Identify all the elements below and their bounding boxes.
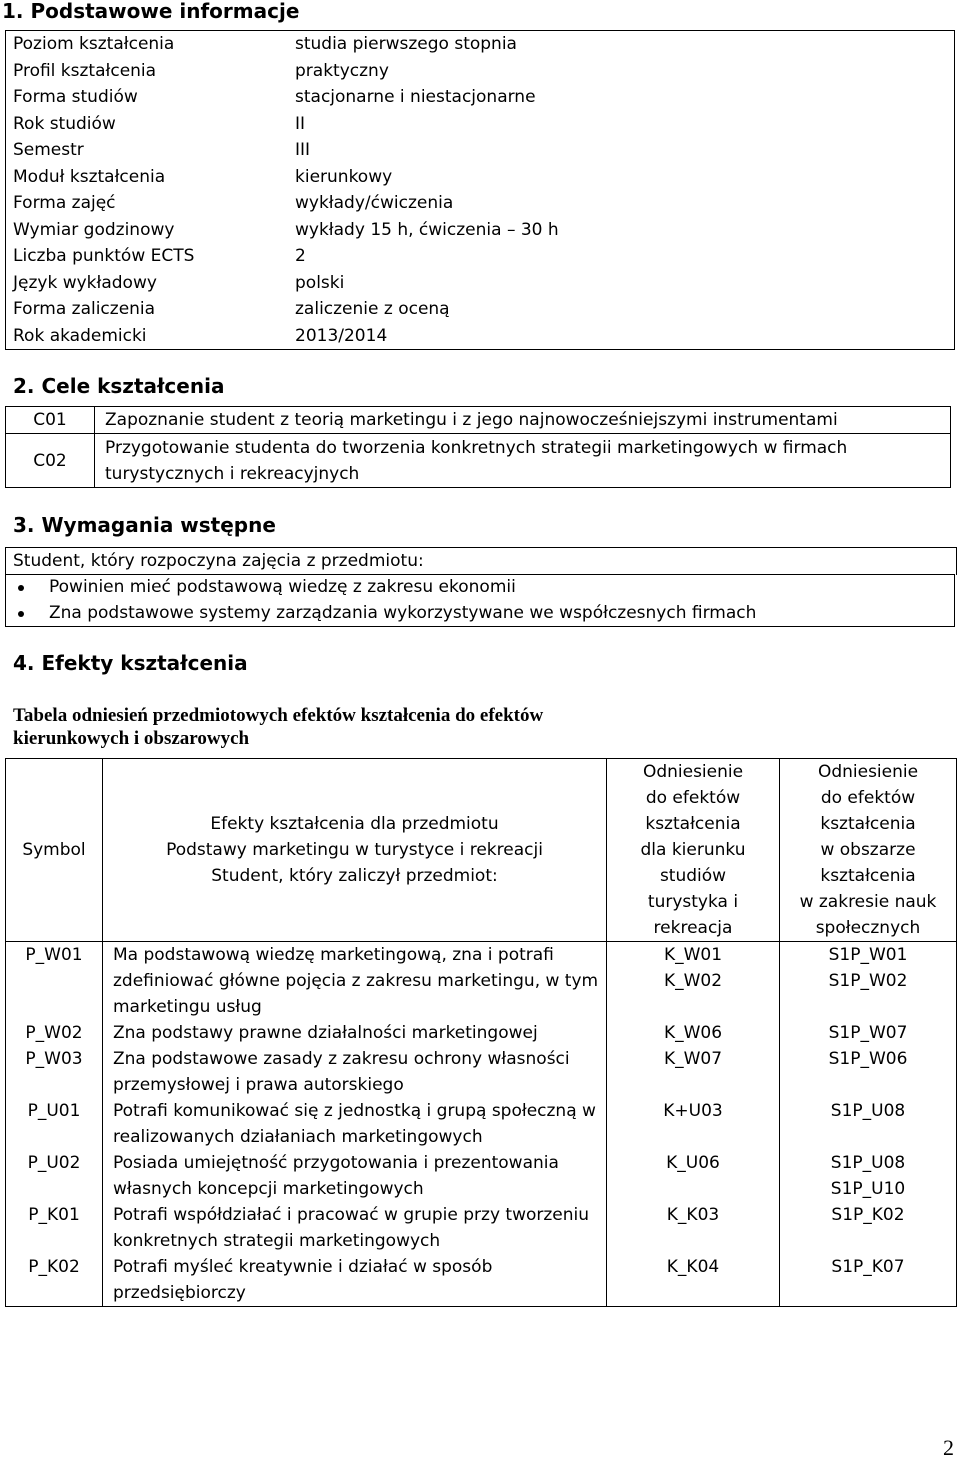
prerequisite-text: Zna podstawowe systemy zarządzania wykorzystywane we współczesnych firmach [49, 602, 757, 623]
effect-description: Potrafi współdziałać i pracować w grupie przy tworzeniu konkretnych strategii marketingowych [103, 1202, 607, 1254]
info-value: studia pierwszego stopnia [295, 34, 517, 55]
bullet-icon [18, 611, 24, 617]
field-code: K+U03 [663, 1101, 723, 1121]
header-line: Podstawy marketingu w turystyce i rekreacji [166, 840, 543, 860]
header-field-ref [607, 759, 780, 942]
info-label: Semestr [13, 140, 84, 161]
info-row [6, 190, 955, 217]
effect-description: Zna podstawowe zasady z zakresu ochrony własności przemysłowej i prawa autorskiego [103, 1046, 607, 1098]
effect-symbol: P_K01 [6, 1202, 103, 1254]
effect-row [6, 1150, 957, 1202]
prerequisites-list [5, 574, 955, 627]
effect-description: Ma podstawową wiedzę marketingową, zna i potrafi zdefiniować główne pojęcia z zakresu marketingu, w tym marketingu usług [103, 942, 607, 1021]
area-code: S1P_W01 [828, 945, 908, 965]
effect-row [6, 1254, 957, 1307]
page-number: 2 [943, 1435, 954, 1460]
info-row [6, 164, 955, 191]
info-value: stacjonarne i niestacjonarne [295, 87, 536, 108]
header-line: rekreacja [653, 918, 733, 938]
header-line: kształcenia [820, 814, 916, 834]
prerequisite-item [6, 601, 954, 627]
area-code: S1P_U08 [830, 1153, 906, 1173]
header-line: Odniesienie [642, 762, 744, 782]
goal-code: C01 [6, 407, 95, 434]
area-code: S1P_K02 [831, 1205, 905, 1225]
area-reference [780, 1020, 957, 1046]
effect-description: Posiada umiejętność przygotowania i prezentowania własnych koncepcji marketingowych [103, 1150, 607, 1202]
info-row [6, 323, 955, 350]
header-line: w zakresie nauk [799, 892, 937, 912]
info-row [6, 270, 955, 297]
info-label: Liczba punktów ECTS [13, 246, 195, 267]
info-label: Moduł kształcenia [13, 166, 166, 187]
header-line: do efektów [645, 788, 741, 808]
header-line: studiów [659, 866, 727, 886]
area-code: S1P_U10 [830, 1179, 906, 1199]
prerequisite-item [6, 575, 954, 601]
effect-description: Potrafi komunikować się z jednostką i grupą społeczną w realizowanych działaniach marketingowych [103, 1098, 607, 1150]
effect-row [6, 1020, 957, 1046]
info-value: praktyczny [295, 60, 389, 81]
goal-row [6, 407, 951, 434]
info-row [6, 31, 955, 58]
info-row [6, 243, 955, 270]
effect-symbol: P_U02 [6, 1150, 103, 1202]
goal-text: Przygotowanie studenta do tworzenia konkretnych strategii marketingowych w firmach turystycznych i rekreacyjnych [95, 434, 951, 488]
area-code: S1P_K07 [831, 1257, 905, 1277]
info-row [6, 84, 955, 111]
effect-symbol: P_W03 [6, 1046, 103, 1098]
bullet-icon [18, 585, 24, 591]
effect-row [6, 942, 957, 1021]
header-line: Efekty kształcenia dla przedmiotu [210, 814, 499, 834]
field-reference [607, 1202, 780, 1254]
header-line: turystyka i [647, 892, 739, 912]
effect-row [6, 1202, 957, 1254]
section1-heading: 1. Podstawowe informacje [2, 0, 300, 23]
area-code: S1P_W02 [828, 971, 908, 991]
field-code: K_W06 [663, 1023, 723, 1043]
effect-description: Potrafi myśleć kreatywnie i działać w sposób przedsiębiorczy [103, 1254, 607, 1307]
header-line: w obszarze [820, 840, 916, 860]
header-line: do efektów [820, 788, 916, 808]
info-label: Język wykładowy [13, 272, 157, 293]
goals-table [5, 406, 951, 488]
info-row [6, 217, 955, 244]
area-reference [780, 1046, 957, 1098]
effect-row [6, 1098, 957, 1150]
goal-code: C02 [6, 434, 95, 488]
area-reference [780, 1150, 957, 1202]
effect-description: Zna podstawy prawne działalności marketingowej [103, 1020, 607, 1046]
area-code: S1P_W07 [828, 1023, 908, 1043]
area-code: S1P_W06 [828, 1049, 908, 1069]
goal-text: Zapoznanie student z teorią marketingu i z jego najnowocześniejszymi instrumentami [95, 407, 951, 434]
field-reference [607, 1046, 780, 1098]
field-code: K_K03 [666, 1205, 720, 1225]
info-row [6, 296, 955, 323]
header-line: dla kierunku [640, 840, 746, 860]
info-value: III [295, 140, 311, 161]
info-value: wykłady/ćwiczenia [295, 193, 454, 214]
prerequisites-intro: Student, który rozpoczyna zajęcia z przedmiotu: [5, 547, 957, 575]
info-row [6, 111, 955, 138]
info-label: Forma zaliczenia [13, 299, 156, 320]
info-value: 2 [295, 246, 306, 267]
header-symbol: Symbol [6, 759, 103, 942]
section3-heading: 3. Wymagania wstępne [13, 513, 276, 537]
info-label: Profil kształcenia [13, 60, 157, 81]
info-value: 2013/2014 [295, 325, 388, 346]
info-label: Wymiar godzinowy [13, 219, 175, 240]
info-value: wykłady 15 h, ćwiczenia – 30 h [295, 219, 559, 240]
field-reference [607, 942, 780, 1021]
section4-heading: 4. Efekty kształcenia [13, 651, 248, 675]
info-value: kierunkowy [295, 166, 393, 187]
area-reference [780, 942, 957, 1021]
prerequisite-text: Powinien mieć podstawową wiedzę z zakresu ekonomii [49, 577, 516, 597]
info-label: Forma zajęć [13, 193, 116, 214]
field-reference [607, 1150, 780, 1202]
header-line: Student, który zaliczył przedmiot: [211, 866, 498, 886]
area-reference [780, 1098, 957, 1150]
effect-symbol: P_W01 [6, 942, 103, 1021]
field-reference [607, 1020, 780, 1046]
header-line: kształcenia [645, 814, 741, 834]
field-code: K_W07 [663, 1049, 723, 1069]
info-label: Rok studiów [13, 113, 116, 134]
info-row [6, 58, 955, 85]
effect-row [6, 1046, 957, 1098]
info-label: Poziom kształcenia [13, 34, 175, 55]
info-value: zaliczenie z oceną [295, 299, 450, 320]
effects-table-title: Tabela odniesień przedmiotowych efektów kształcenia do efektów kierunkowych i obszarowych [13, 705, 544, 749]
field-code: K_K04 [666, 1257, 720, 1277]
info-value: polski [295, 272, 345, 293]
header-line: społecznych [815, 918, 921, 938]
info-row [6, 137, 955, 164]
area-reference [780, 1254, 957, 1307]
effects-table [5, 758, 957, 1307]
info-value: II [295, 113, 306, 134]
area-reference [780, 1202, 957, 1254]
field-code: K_U06 [666, 1153, 720, 1173]
header-effects [103, 759, 607, 942]
header-area-ref [780, 759, 957, 942]
info-label: Forma studiów [13, 87, 138, 108]
basic-info-table [5, 30, 955, 350]
header-line: kształcenia [820, 866, 916, 886]
section2-heading: 2. Cele kształcenia [13, 374, 225, 398]
effect-symbol: P_K02 [6, 1254, 103, 1307]
area-code: S1P_U08 [830, 1101, 906, 1121]
field-reference [607, 1254, 780, 1307]
header-line: Odniesienie [817, 762, 919, 782]
field-code: K_W01 [663, 945, 723, 965]
effect-symbol: P_W02 [6, 1020, 103, 1046]
field-code: K_W02 [663, 971, 723, 991]
goal-row [6, 434, 951, 488]
field-reference [607, 1098, 780, 1150]
info-label: Rok akademicki [13, 325, 147, 346]
effect-symbol: P_U01 [6, 1098, 103, 1150]
